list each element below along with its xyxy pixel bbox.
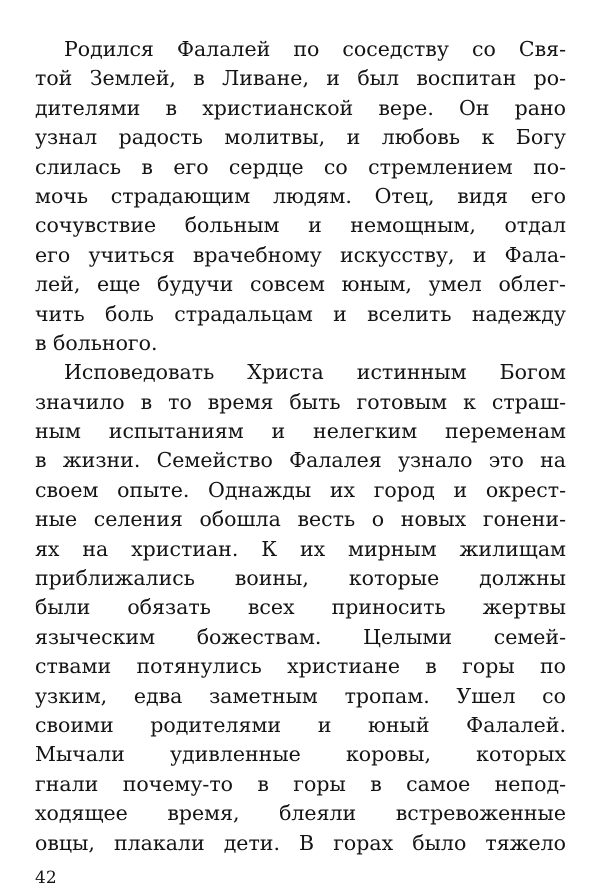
- text-line: языческим божествам. Целыми семей-: [35, 624, 566, 649]
- page-number: 42: [35, 868, 57, 888]
- text-line: Мычали удивленные коровы, которых: [35, 742, 566, 767]
- text-line: овцы, плакали дети. В горах было тяжело: [35, 830, 566, 855]
- text-line: сочувствие больным и немощным, отдал: [35, 213, 566, 238]
- text-line: ях на христиан. К их мирным жилищам: [35, 536, 566, 561]
- text-line: своими родителями и юный Фалалей.: [35, 712, 566, 737]
- body-text: [35, 35, 566, 858]
- text-line: слилась в его сердце со стремлением по-: [35, 154, 566, 179]
- text-line: ным испытаниям и нелегким переменам: [35, 419, 566, 444]
- text-line: чить боль страдальцам и вселить надежду: [35, 301, 566, 326]
- text-line: в жизни. Семейство Фалалея узнало это на: [35, 448, 566, 473]
- paragraph: [35, 358, 566, 858]
- text-line: Исповедовать Христа истинным Богом: [64, 360, 566, 385]
- text-line: его учиться врачебному искусству, и Фала-: [35, 242, 566, 267]
- paragraph: [35, 35, 566, 358]
- text-line: узнал радость молитвы, и любовь к Богу: [35, 125, 566, 150]
- text-line: узким, едва заметным тропам. Ушел со: [35, 683, 566, 708]
- text-line: своем опыте. Однажды их город и окрест-: [35, 477, 566, 502]
- text-line: лей, еще будучи совсем юным, умел облег-: [35, 272, 566, 297]
- text-line: ходящее время, блеяли встревоженные: [35, 801, 566, 826]
- text-line: приближались воины, которые должны: [35, 566, 566, 591]
- text-line: гнали почему-то в горы в самое непод-: [35, 771, 566, 796]
- text-line: значило в то время быть готовым к страш-: [35, 389, 566, 414]
- text-line: дителями в христианской вере. Он рано: [35, 95, 566, 120]
- text-line: в больного.: [35, 330, 158, 355]
- text-line: были обязать всех приносить жертвы: [35, 595, 566, 620]
- text-line: ные селения обошла весть о новых гонени-: [35, 507, 566, 532]
- text-line: Родился Фалалей по соседству со Свя-: [64, 37, 566, 61]
- text-line: мочь страдающим людям. Отец, видя его: [35, 183, 566, 208]
- text-line: той Землей, в Ливане, и был воспитан ро-: [35, 66, 566, 91]
- text-line: ствами потянулись христиане в горы по: [35, 654, 566, 679]
